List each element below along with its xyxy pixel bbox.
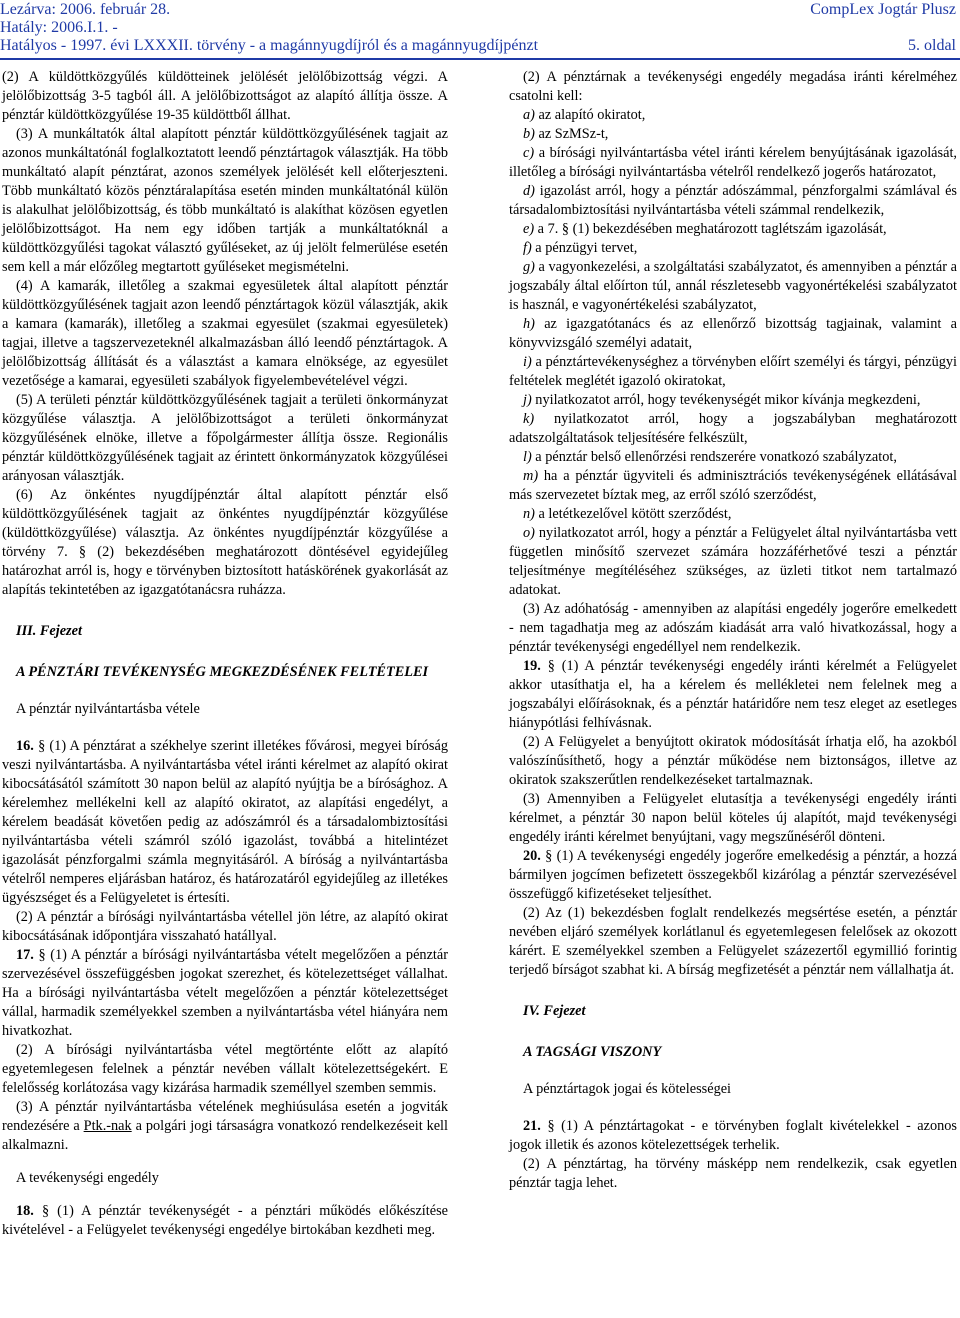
list-item-letter: f): [523, 240, 532, 256]
list-item: [509, 410, 957, 448]
section-number: 17.: [16, 947, 34, 963]
list-item-letter: i): [523, 354, 532, 370]
list-item-letter: j): [523, 392, 532, 408]
section-number: 19.: [523, 658, 541, 674]
section-number: 18.: [16, 1203, 34, 1219]
list-item-text: nyilatkozatot arról, hogy a pénztár a Felügyelet által nyilvántartásba vett független minősítő szervezet számára hozzáférhetővé teszi a pénztár teljesítménye megítéléséhez szükséges, az üzleti titkot nem tartalmazó adatokat.: [509, 525, 957, 598]
list-item-letter: n): [523, 506, 535, 522]
paragraph: (5) A területi pénztár küldöttközgyűlésének tagjait a területi önkormányzat közgyűlése választja. A jelölőbizottságot a területi önkormányzat közgyűlésének elnöke, illetve a főpolgármester állítja össze. Regionális pénztár küldöttközgyűlésének tagjait az érintett önkormányzatok közgyűlései arányosan választják.: [2, 392, 448, 484]
list-item-letter: g): [523, 259, 535, 275]
list-item: [509, 239, 957, 258]
list-item-letter: e): [523, 221, 535, 237]
list-item-text: a pénzügyi tervet,: [531, 240, 638, 256]
list-item: [509, 182, 957, 220]
list-item: [509, 524, 957, 600]
paragraph: (4) A kamarák, illetőleg a szakmai egyesületek által alapított pénztár küldöttközgyűlésének tagjait azon leendő pénztártagok közül választják, akik a kamara (kamarák), illetőleg a szakmai egyesület (szakmai egyesületek) tagjai, illetve a tagszervezeteknél alkalmazásban álló leendő pénztártagok. A jelölőbizottság állítását és a választást a kamara elnöksége, az egyesület vezetősége a kamarai, egyesületi szabályok figyelembevételével végzi.: [2, 278, 448, 389]
paragraph: (2) A bírósági nyilvántartásba vétel megtörténte előtt az alapító egyetemlegesen felelnek a pénztár nevében vállalt kötelezettségekért. E felelősség korlátozása vagy kizárása harmadik személlyel szemben semmis.: [2, 1042, 448, 1096]
page-number: 5. oldal: [908, 37, 956, 54]
brand-name: CompLex Jogtár Plusz: [810, 1, 956, 18]
list-item: [509, 391, 957, 410]
section-19: [509, 657, 957, 733]
list-item: [509, 353, 957, 391]
list-item: [509, 106, 957, 125]
section-subtitle: A pénztártagok jogai és kötelességei: [523, 1081, 732, 1097]
ptk-link[interactable]: Ptk.-nak: [83, 1118, 132, 1134]
list-item-letter: m): [523, 468, 539, 484]
paragraph: (6) Az önkéntes nyugdíjpénztár által alapított pénztár első küldöttközgyűlésének tagjait az önkéntes nyugdíjpénztár közgyűlése (küldöttközgyűlése) választja. Az önkéntes nyugdíjpénztár közgyűlése a törvény 7. § (2) bekezdésében meghatározott döntésével egyidejűleg határozhat arról is, hogy e törvényben biztosított hatáskörének gyakorlását az alapítás tekintetében az igazgatótanácsra ruházza.: [2, 487, 448, 598]
paragraph: [2, 1098, 448, 1155]
header-divider: [0, 58, 960, 60]
paragraph: (2) A pénztártag, ha törvény másképp nem rendelkezik, csak egyetlen pénztár tagja lehet.: [509, 1156, 957, 1191]
law-title: Hatályos - 1997. évi LXXXII. törvény - a magánnyugdíjról és a magánnyugdíjpénzt: [0, 37, 539, 54]
list-item-text: az alapító okiratot,: [534, 107, 646, 123]
scope-date: Hatály: 2006.I.1. -: [0, 19, 118, 36]
list-item-text: a pénztártevékenységhez a törvényben előírt személyi és tárgyi, pénzügyi feltételek meglétét igazoló okiratokat,: [509, 354, 957, 389]
paragraph: (2) A pénztárnak a tevékenységi engedély megadása iránti kérelméhez csatolni kell:: [509, 69, 957, 104]
section-text: § (1) A tevékenységi engedély jogerőre emelkedésig a pénztár, a hozzá bármilyen jogcímen befizetett összegekből kizárólag a pénztár szervezésével összefüggő kifizetéseket teljesíthet.: [509, 848, 957, 902]
chapter-number: III. Fejezet: [16, 623, 82, 639]
chapter-title: A PÉNZTÁRI TEVÉKENYSÉG MEGKEZDÉSÉNEK FELTÉTELEI: [16, 664, 429, 680]
list-item-text: az SzMSz-t,: [534, 126, 609, 142]
list-item: [509, 220, 957, 239]
section-number: 16.: [16, 738, 34, 754]
paragraph-text: (3) A pénztár nyilvántartásba vételének meghiúsulása esetén a jogviták rendezésére a: [2, 1099, 448, 1134]
list-item-letter: a): [523, 107, 535, 123]
list-item: [509, 258, 957, 315]
list-item-letter: o): [523, 525, 535, 541]
section-subtitle: A pénztár nyilvántartásba vétele: [16, 701, 200, 717]
list-item: [509, 467, 957, 505]
list-item-letter: c): [523, 145, 535, 161]
paragraph: (2) A pénztár a bírósági nyilvántartásba vétellel jön létre, az alapító okirat kibocsátásának időpontjára visszaható hatállyal.: [2, 909, 448, 944]
paragraph: (2) Az (1) bekezdésben foglalt rendelkezés megsértése esetén, a pénztár nevében eljáró személyek korlátlanul és egyetemlegesen felelősek az okozott kárért. E személyekkel szemben a Felügyelet százezertől egymillió forintig terjedő bírságot szabhat ki. A bírság megfizetését a pénztár nem vállalhatja át.: [509, 905, 957, 978]
list-item-letter: b): [523, 126, 535, 142]
list-item-text: a letétkezelővel kötött szerződést,: [534, 506, 732, 522]
list-item-text: a pénztár belső ellenőrzési rendszerére vonatkozó szabályzatot,: [531, 449, 897, 465]
section-17: [2, 946, 448, 1041]
paragraph: (3) A munkáltatók által alapított pénztár küldöttközgyűlésének tagjait az azonos munkáltatónál foglalkoztatott leendő pénztártagok választják. Ha több munkáltató alapít pénztárat, azonos személyek jelölését kell előterjeszteni. Több munkáltató közös pénztáralapítása esetén minden munkáltatónál külön is alakulhat jelölőbizottság, és több munkáltató is alakíthat közösen egyetlen jelölőbizottságot. Ha nem egy időben tartják a munkáltatóknál a küldöttközgyűlési tagokat választó gyűléseket, az új jelölt felmerülése esetén sem kell a már előzőleg megtartott gyűléseket megismételni.: [2, 126, 448, 275]
section-text: § (1) A pénztártagokat - e törvényben foglalt kivételekkel - azonos jogok illetik és azonos kötelezettségek terhelik.: [509, 1118, 957, 1153]
list-item-text: nyilatkozatot arról, hogy a jogszabályban meghatározott adatszolgáltatások teljesítésére felkészült,: [509, 411, 957, 446]
list-item-text: ha a pénztár ügyviteli és adminisztrációs tevékenységének ellátásával más szervezetet bíztak meg, az erről szóló szerződést,: [509, 468, 957, 503]
list-item-text: a vagyonkezelési, a szolgáltatási szabályzatot, és amennyiben a pénztár a jogszabály által előírton túl, annál részletesebb vagyonértékelési szabályzatot is használ, e vagyonértékelési szabályzatot,: [509, 259, 957, 313]
paragraph-text: a polgári jogi társaságra vonatkozó rendelkezéseit kell alkalmazni.: [2, 1118, 449, 1153]
list-item-text: a 7. § (1) bekezdésében meghatározott taglétszám igazolását,: [534, 221, 887, 237]
list-item: [509, 448, 957, 467]
section-text: § (1) A pénztár tevékenységi engedély iránti kérelmét a Felügyelet akkor utasíthatja el, ha a kérelem és mellékletei nem felelnek meg a jogszabályi előírásoknak, és a pénztár határidőre nem tesz eleget az esetleges hiánypótlási felhívásnak.: [509, 658, 957, 731]
list-item: [509, 315, 957, 353]
section-number: 21.: [523, 1118, 541, 1134]
list-item-text: az igazgatótanács és az ellenőrző bizottság tagjainak, valamint a könyvvizsgáló személyi adatait,: [509, 316, 957, 351]
list-item-letter: d): [523, 183, 535, 199]
list-item-letter: h): [523, 316, 535, 332]
section-text: § (1) A pénztár tevékenységét - a pénztári működés előkészítése kivételével - a Felügyelet tevékenységi engedélye birtokában kezdheti meg.: [2, 1203, 448, 1238]
section-text: § (1) A pénztárat a székhelye szerint illetékes fővárosi, megyei bíróság veszi nyilvántartásba. A nyilvántartásba vétel iránti kérelmet az alapító okirat kibocsátásától számított 30 napon belül az alapító nyújtja be a bírósághoz. A kérelemhez mellékelni kell az alapító okiratot, az alapítási engedélyt, a kérelem beadását követően pedig az adószámról és a társadalombiztosítási nyilvántartásba vételi számról szóló igazolást, továbbá a hitelintézet igazolását pénzforgalmi számla megnyitásáról. A bíróság a nyilvántartásba vételről nemperes eljárásban határoz, és határozatáról egyidejűleg az illetékes ügyészséget és a Felügyeletet is értesíti.: [2, 738, 448, 906]
section-16: [2, 737, 448, 908]
right-column: [509, 68, 957, 1193]
section-18: [2, 1202, 448, 1240]
paragraph: (3) Az adóhatóság - amennyiben az alapítási engedély jogerőre emelkedett - nem tagadhatja meg az adószám kiadását arra való hivatkozással, hogy a pénztár tevékenységi engedéllyel nem rendelkezik.: [509, 601, 957, 655]
list-item-letter: k): [523, 411, 535, 427]
list-item: [509, 125, 957, 144]
section-number: 20.: [523, 848, 541, 864]
section-text: § (1) A pénztár a bírósági nyilvántartásba vételt megelőzően a pénztár szervezésével összefüggésben jogokat szerezhet, és kötelezettséget vállalhat. Ha a bírósági nyilvántartásba vételt megelőzően a pénztár kötelezettséget vállal, harmadik személyekkel szemben a nyilvántartásba vétel hiányára nem hivatkozhat.: [2, 947, 448, 1039]
attachment-list: [509, 106, 957, 600]
section-20: [509, 847, 957, 904]
list-item-text: nyilatkozatot arról, hogy tevékenységét mikor kívánja megkezdeni,: [531, 392, 921, 408]
list-item-letter: l): [523, 449, 532, 465]
list-item-text: igazolást arról, hogy a pénztár adószámmal, pénzforgalmi számlával és társadalombiztosítási nyilvántartásba vételi számmal rendelkezik,: [509, 183, 957, 218]
closing-date: Lezárva: 2006. február 28.: [0, 1, 171, 18]
chapter-number: IV. Fejezet: [523, 1003, 586, 1019]
paragraph: (3) Amennyiben a Felügyelet elutasítja a tevékenységi engedély iránti kérelmet, a pénztár 30 napon belül köteles új alapítót, majd tevékenységi engedély iránti kérelmet benyújtani, vagy megszűnéséről dönteni.: [509, 791, 957, 845]
paragraph: (2) A Felügyelet a benyújtott okiratok módosítását írhatja elő, ha azokból valószínűsíthető, hogy a pénztár működése nem biztonságos, illetve az okiratok szakszerűtlen rendelkezéseket tartalmaznak.: [509, 734, 957, 788]
list-item-text: a bírósági nyilvántartásba vétel iránti kérelem benyújtásának igazolását, illetőleg a bírósági nyilvántartásba vételről rendelkező jogerős határozatot,: [509, 145, 957, 180]
chapter-title: A TAGSÁGI VISZONY: [523, 1044, 662, 1060]
paragraph: (2) A küldöttközgyűlés küldötteinek jelölését jelölőbizottság végzi. A jelölőbizottság 3-5 tagból áll. A jelölőbizottságot az alapító állítja össze. A pénztár küldöttközgyűlése 19-35 küldöttből állhat.: [2, 69, 448, 123]
list-item: [509, 505, 957, 524]
section-subtitle: A tevékenységi engedély: [16, 1170, 159, 1186]
section-21: [509, 1117, 957, 1155]
left-column: [2, 68, 448, 1240]
list-item: [509, 144, 957, 182]
